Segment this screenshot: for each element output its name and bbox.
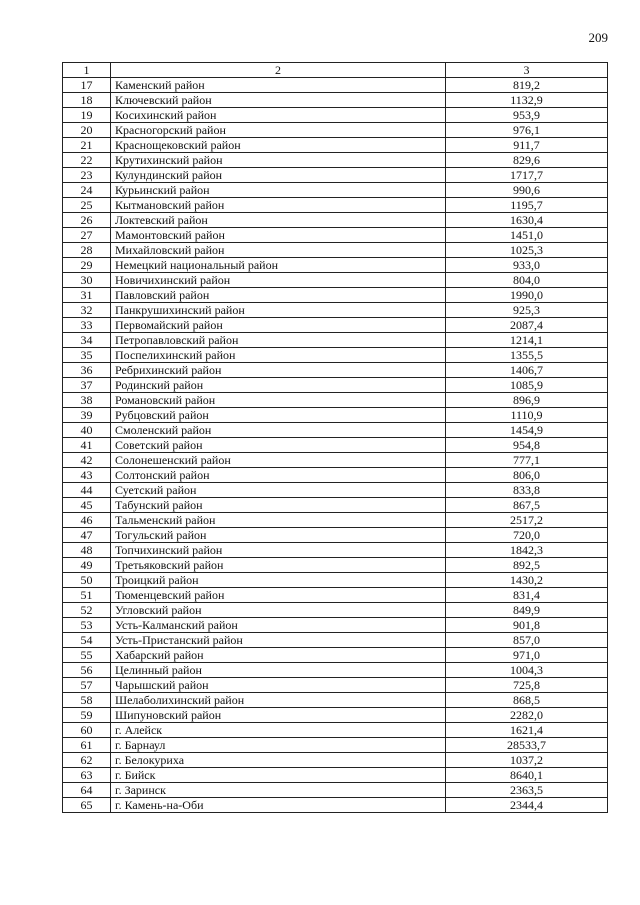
row-number-cell: 28	[63, 243, 111, 258]
row-value-cell: 857,0	[446, 633, 608, 648]
table-row	[63, 663, 608, 678]
header-cell-number: 1	[63, 63, 111, 78]
row-number-cell: 23	[63, 168, 111, 183]
row-name-cell: г. Камень-на-Оби	[111, 798, 446, 813]
row-number-cell: 60	[63, 723, 111, 738]
row-number-cell: 18	[63, 93, 111, 108]
row-value-cell: 1355,5	[446, 348, 608, 363]
row-number-cell: 51	[63, 588, 111, 603]
row-number-cell: 49	[63, 558, 111, 573]
row-name-cell: Новичихинский район	[111, 273, 446, 288]
row-number-cell: 36	[63, 363, 111, 378]
row-value-cell: 2363,5	[446, 783, 608, 798]
row-number-cell: 27	[63, 228, 111, 243]
row-number-cell: 61	[63, 738, 111, 753]
table-row	[63, 273, 608, 288]
row-name-cell: Усть-Пристанский район	[111, 633, 446, 648]
row-number-cell: 50	[63, 573, 111, 588]
row-value-cell: 1195,7	[446, 198, 608, 213]
row-value-cell: 819,2	[446, 78, 608, 93]
row-number-cell: 39	[63, 408, 111, 423]
row-value-cell: 1132,9	[446, 93, 608, 108]
row-number-cell: 25	[63, 198, 111, 213]
table-row	[63, 228, 608, 243]
row-value-cell: 829,6	[446, 153, 608, 168]
row-number-cell: 43	[63, 468, 111, 483]
table-row	[63, 213, 608, 228]
row-name-cell: Краснощековский район	[111, 138, 446, 153]
row-number-cell: 41	[63, 438, 111, 453]
row-value-cell: 8640,1	[446, 768, 608, 783]
row-number-cell: 58	[63, 693, 111, 708]
row-value-cell: 1025,3	[446, 243, 608, 258]
table-row	[63, 108, 608, 123]
row-value-cell: 2344,4	[446, 798, 608, 813]
table-row	[63, 183, 608, 198]
table-row	[63, 378, 608, 393]
table-row	[63, 708, 608, 723]
row-name-cell: Топчихинский район	[111, 543, 446, 558]
table-row	[63, 78, 608, 93]
row-number-cell: 32	[63, 303, 111, 318]
row-number-cell: 53	[63, 618, 111, 633]
row-value-cell: 933,0	[446, 258, 608, 273]
table-row	[63, 543, 608, 558]
row-value-cell: 725,8	[446, 678, 608, 693]
table-row	[63, 603, 608, 618]
header-cell-value: 3	[446, 63, 608, 78]
row-value-cell: 2282,0	[446, 708, 608, 723]
row-value-cell: 833,8	[446, 483, 608, 498]
row-value-cell: 2517,2	[446, 513, 608, 528]
row-name-cell: Поспелихинский район	[111, 348, 446, 363]
row-number-cell: 22	[63, 153, 111, 168]
row-name-cell: Суетский район	[111, 483, 446, 498]
row-number-cell: 40	[63, 423, 111, 438]
row-number-cell: 62	[63, 753, 111, 768]
table-row	[63, 558, 608, 573]
table-row	[63, 318, 608, 333]
row-number-cell: 35	[63, 348, 111, 363]
table-row	[63, 768, 608, 783]
row-value-cell: 971,0	[446, 648, 608, 663]
row-name-cell: Локтевский район	[111, 213, 446, 228]
row-name-cell: Солонешенский район	[111, 453, 446, 468]
row-number-cell: 17	[63, 78, 111, 93]
table-row	[63, 588, 608, 603]
row-value-cell: 990,6	[446, 183, 608, 198]
row-value-cell: 1214,1	[446, 333, 608, 348]
table-row	[63, 168, 608, 183]
row-value-cell: 954,8	[446, 438, 608, 453]
table-row	[63, 138, 608, 153]
row-number-cell: 57	[63, 678, 111, 693]
table-row	[63, 498, 608, 513]
row-value-cell: 1842,3	[446, 543, 608, 558]
row-number-cell: 64	[63, 783, 111, 798]
row-number-cell: 19	[63, 108, 111, 123]
row-name-cell: Немецкий национальный район	[111, 258, 446, 273]
table-row	[63, 288, 608, 303]
row-name-cell: Солтонский район	[111, 468, 446, 483]
row-value-cell: 806,0	[446, 468, 608, 483]
row-name-cell: г. Белокуриха	[111, 753, 446, 768]
row-number-cell: 31	[63, 288, 111, 303]
row-name-cell: Советский район	[111, 438, 446, 453]
row-value-cell: 777,1	[446, 453, 608, 468]
row-value-cell: 953,9	[446, 108, 608, 123]
row-name-cell: г. Алейск	[111, 723, 446, 738]
row-value-cell: 849,9	[446, 603, 608, 618]
row-name-cell: Шелаболихинский район	[111, 693, 446, 708]
row-name-cell: Родинский район	[111, 378, 446, 393]
row-name-cell: г. Заринск	[111, 783, 446, 798]
table-row	[63, 738, 608, 753]
row-value-cell: 1630,4	[446, 213, 608, 228]
row-number-cell: 48	[63, 543, 111, 558]
data-table	[62, 62, 608, 813]
row-name-cell: Крутихинский район	[111, 153, 446, 168]
table-row	[63, 303, 608, 318]
table-row	[63, 678, 608, 693]
row-name-cell: Первомайский район	[111, 318, 446, 333]
row-value-cell: 2087,4	[446, 318, 608, 333]
row-name-cell: Курьинский район	[111, 183, 446, 198]
row-value-cell: 1037,2	[446, 753, 608, 768]
row-value-cell: 1717,7	[446, 168, 608, 183]
row-name-cell: Романовский район	[111, 393, 446, 408]
row-value-cell: 1454,9	[446, 423, 608, 438]
row-number-cell: 47	[63, 528, 111, 543]
row-number-cell: 59	[63, 708, 111, 723]
row-name-cell: Петропавловский район	[111, 333, 446, 348]
row-name-cell: Тогульский район	[111, 528, 446, 543]
row-value-cell: 867,5	[446, 498, 608, 513]
table-row	[63, 333, 608, 348]
row-name-cell: г. Барнаул	[111, 738, 446, 753]
table-row	[63, 153, 608, 168]
row-number-cell: 42	[63, 453, 111, 468]
table-header-row	[63, 63, 608, 78]
table-row	[63, 483, 608, 498]
table-row	[63, 408, 608, 423]
row-number-cell: 29	[63, 258, 111, 273]
row-name-cell: Третьяковский район	[111, 558, 446, 573]
row-name-cell: Целинный район	[111, 663, 446, 678]
table-row	[63, 423, 608, 438]
table-row	[63, 468, 608, 483]
row-value-cell: 1430,2	[446, 573, 608, 588]
row-name-cell: Угловский район	[111, 603, 446, 618]
row-number-cell: 37	[63, 378, 111, 393]
row-name-cell: Мамонтовский район	[111, 228, 446, 243]
table-row	[63, 618, 608, 633]
row-name-cell: Каменский район	[111, 78, 446, 93]
row-name-cell: Троицкий район	[111, 573, 446, 588]
row-number-cell: 45	[63, 498, 111, 513]
table-row	[63, 393, 608, 408]
row-name-cell: Павловский район	[111, 288, 446, 303]
row-value-cell: 1990,0	[446, 288, 608, 303]
row-name-cell: Красногорский район	[111, 123, 446, 138]
row-number-cell: 20	[63, 123, 111, 138]
row-name-cell: Косихинский район	[111, 108, 446, 123]
row-value-cell: 1406,7	[446, 363, 608, 378]
table-row	[63, 633, 608, 648]
row-number-cell: 46	[63, 513, 111, 528]
row-value-cell: 1110,9	[446, 408, 608, 423]
table-row	[63, 723, 608, 738]
row-number-cell: 55	[63, 648, 111, 663]
row-number-cell: 63	[63, 768, 111, 783]
table-row	[63, 513, 608, 528]
row-name-cell: Чарышский район	[111, 678, 446, 693]
row-name-cell: г. Бийск	[111, 768, 446, 783]
row-number-cell: 24	[63, 183, 111, 198]
row-value-cell: 976,1	[446, 123, 608, 138]
table-row	[63, 123, 608, 138]
table-row	[63, 93, 608, 108]
row-value-cell: 901,8	[446, 618, 608, 633]
row-value-cell: 896,9	[446, 393, 608, 408]
row-value-cell: 892,5	[446, 558, 608, 573]
table-row	[63, 348, 608, 363]
row-name-cell: Ребрихинский район	[111, 363, 446, 378]
row-name-cell: Рубцовский район	[111, 408, 446, 423]
row-name-cell: Табунский район	[111, 498, 446, 513]
row-name-cell: Тальменский район	[111, 513, 446, 528]
table-body	[63, 63, 608, 813]
row-name-cell: Хабарский район	[111, 648, 446, 663]
table-row	[63, 198, 608, 213]
page-number: 209	[588, 30, 608, 45]
row-value-cell: 720,0	[446, 528, 608, 543]
table-row	[63, 453, 608, 468]
row-number-cell: 38	[63, 393, 111, 408]
row-value-cell: 1621,4	[446, 723, 608, 738]
row-number-cell: 33	[63, 318, 111, 333]
row-value-cell: 925,3	[446, 303, 608, 318]
row-value-cell: 1451,0	[446, 228, 608, 243]
row-name-cell: Ключевский район	[111, 93, 446, 108]
row-name-cell: Михайловский район	[111, 243, 446, 258]
row-number-cell: 44	[63, 483, 111, 498]
table-row	[63, 243, 608, 258]
table-row	[63, 783, 608, 798]
row-number-cell: 34	[63, 333, 111, 348]
table-row	[63, 693, 608, 708]
row-number-cell: 26	[63, 213, 111, 228]
table-row	[63, 753, 608, 768]
row-name-cell: Кулундинский район	[111, 168, 446, 183]
row-value-cell: 804,0	[446, 273, 608, 288]
row-number-cell: 56	[63, 663, 111, 678]
table-row	[63, 528, 608, 543]
row-value-cell: 28533,7	[446, 738, 608, 753]
row-value-cell: 831,4	[446, 588, 608, 603]
row-value-cell: 1004,3	[446, 663, 608, 678]
row-name-cell: Тюменцевский район	[111, 588, 446, 603]
row-name-cell: Кытмановский район	[111, 198, 446, 213]
table-row	[63, 648, 608, 663]
row-name-cell: Усть-Калманский район	[111, 618, 446, 633]
row-number-cell: 54	[63, 633, 111, 648]
table-row	[63, 798, 608, 813]
row-number-cell: 52	[63, 603, 111, 618]
row-value-cell: 1085,9	[446, 378, 608, 393]
row-value-cell: 911,7	[446, 138, 608, 153]
row-name-cell: Смоленский район	[111, 423, 446, 438]
row-number-cell: 21	[63, 138, 111, 153]
row-number-cell: 30	[63, 273, 111, 288]
table-row	[63, 363, 608, 378]
row-name-cell: Панкрушихинский район	[111, 303, 446, 318]
table-row	[63, 438, 608, 453]
header-cell-name: 2	[111, 63, 446, 78]
row-name-cell: Шипуновский район	[111, 708, 446, 723]
table-row	[63, 258, 608, 273]
table-row	[63, 573, 608, 588]
row-number-cell: 65	[63, 798, 111, 813]
row-value-cell: 868,5	[446, 693, 608, 708]
